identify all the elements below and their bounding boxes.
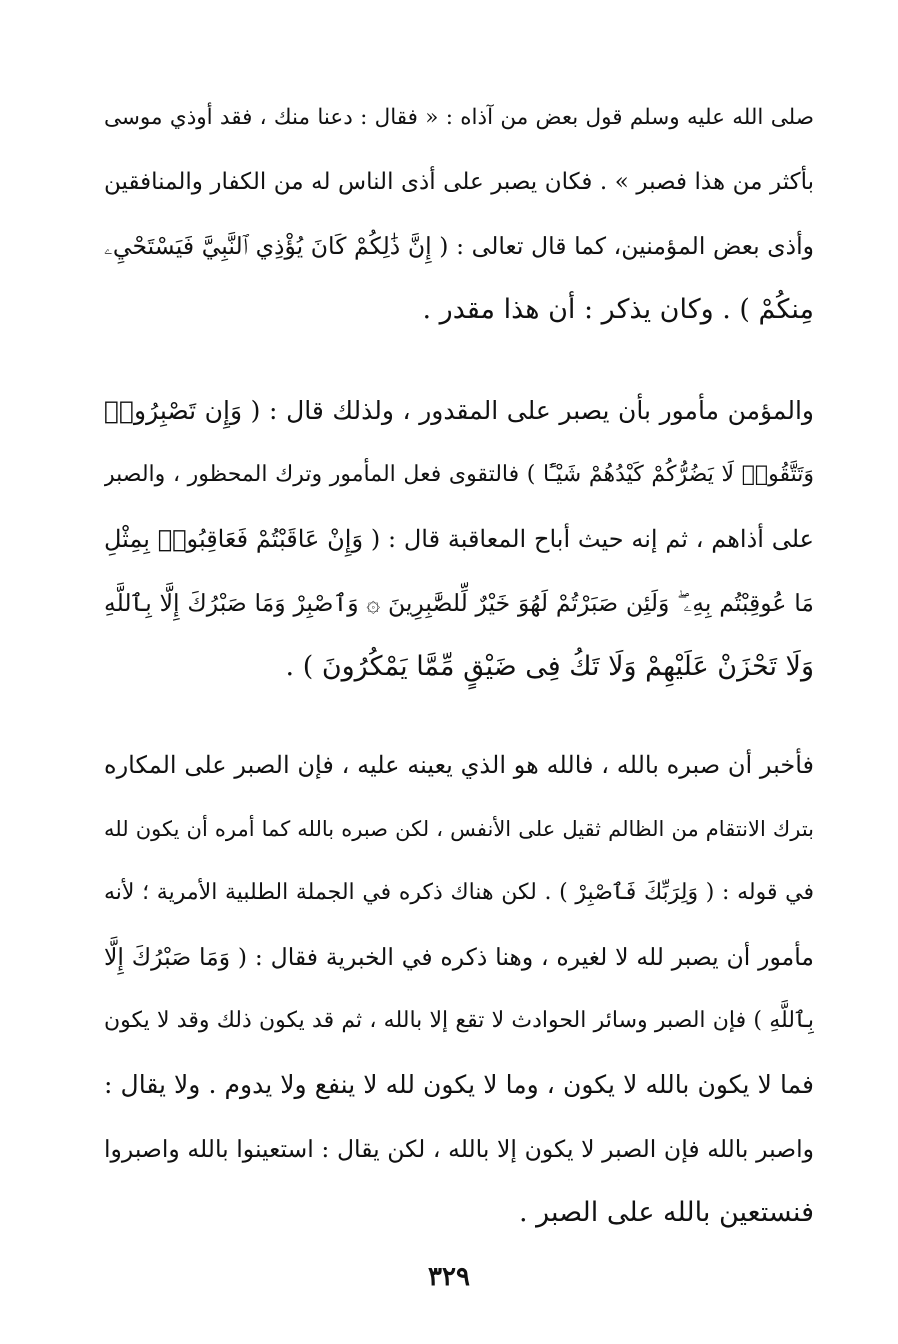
paragraph-2 [104,379,814,699]
paragraph-1 [104,86,814,342]
text-line: فأخبر أن صبره بالله ، فالله هو الذي يعينه عليه ، فإن الصبر على المكاره [104,751,814,779]
text-line: وَلَا تَحْزَنْ عَلَيْهِمْ وَلَا تَكُ فِى ضَيْقٍ مِّمَّا يَمْكُرُونَ ) . [285,651,814,682]
text-line: في قوله : ( وَلِرَبِّكَ فَٱصْبِرْ ) . لكن هناك ذكره في الجملة الطلبية الأمرية ؛ لأنه [104,880,814,905]
text-line: بأكثر من هذا فصبر » . فكان يصبر على أذى الناس له من الكفار والمنافقين [104,169,814,195]
text-line: مِنكُمْ ) . وكان يذكر : أن هذا مقدر . [422,294,814,325]
text-line: بِٱللَّهِ ) فإن الصبر وسائر الحوادث لا تقع إلا بالله ، ثم قد يكون ذلك وقد لا يكون [104,1008,814,1033]
page-number: ٣٢٩ [428,1262,470,1292]
text-line: فما لا يكون بالله لا يكون ، وما لا يكون لله لا ينفع ولا يدوم . ولا يقال : [104,1070,814,1099]
text-line: على أذاهم ، ثم إنه حيث أباح المعاقبة قال : ( وَإِنْ عَاقَبْتُمْ فَعَاقِبُوا۟ بِمِثْلِ [104,525,814,553]
text-line: واصبر بالله فإن الصبر لا يكون إلا بالله ، لكن يقال : استعينوا بالله واصبروا [104,1135,814,1163]
text-line: وَتَتَّقُوا۟ لَا يَضُرُّكُمْ كَيْدُهُمْ شَيْـًٔا ) فالتقوى فعل المأمور وترك المحظور ، والصبر [104,462,814,487]
text-line: مَا عُوقِبْتُم بِهِۦ ۖ وَلَئِن صَبَرْتُمْ لَهُوَ خَيْرٌ لِّلصَّٰبِرِينَ ۞ وَٱصْبِرْ وَمَا صَبْرُكَ إِلَّا بِٱللَّهِ [104,589,814,617]
text-line: وأذى بعض المؤمنين، كما قال تعالى : ( إِنَّ ذَٰلِكُمْ كَانَ يُؤْذِي ٱلنَّبِيَّ فَيَسْتَحْيِۦ [104,232,814,260]
text-line: والمؤمن مأمور بأن يصبر على المقدور ، ولذلك قال : ( وَإِن تَصْبِرُوا۟ [104,396,814,425]
text-line: بترك الانتقام من الظالم ثقيل على الأنفس ، لكن صبره بالله كما أمره أن يكون لله [104,817,814,841]
text-line: فنستعين بالله على الصبر . [518,1197,814,1228]
paragraph-3 [104,733,814,1245]
text-line: مأمور أن يصبر لله لا لغيره ، وهنا ذكره في الخبرية فقال : ( وَمَا صَبْرُكَ إِلَّا [104,943,814,971]
text-line: صلى الله عليه وسلم قول بعض من آذاه : « فقال : دعنا منك ، فقد أوذي موسى [104,105,814,130]
